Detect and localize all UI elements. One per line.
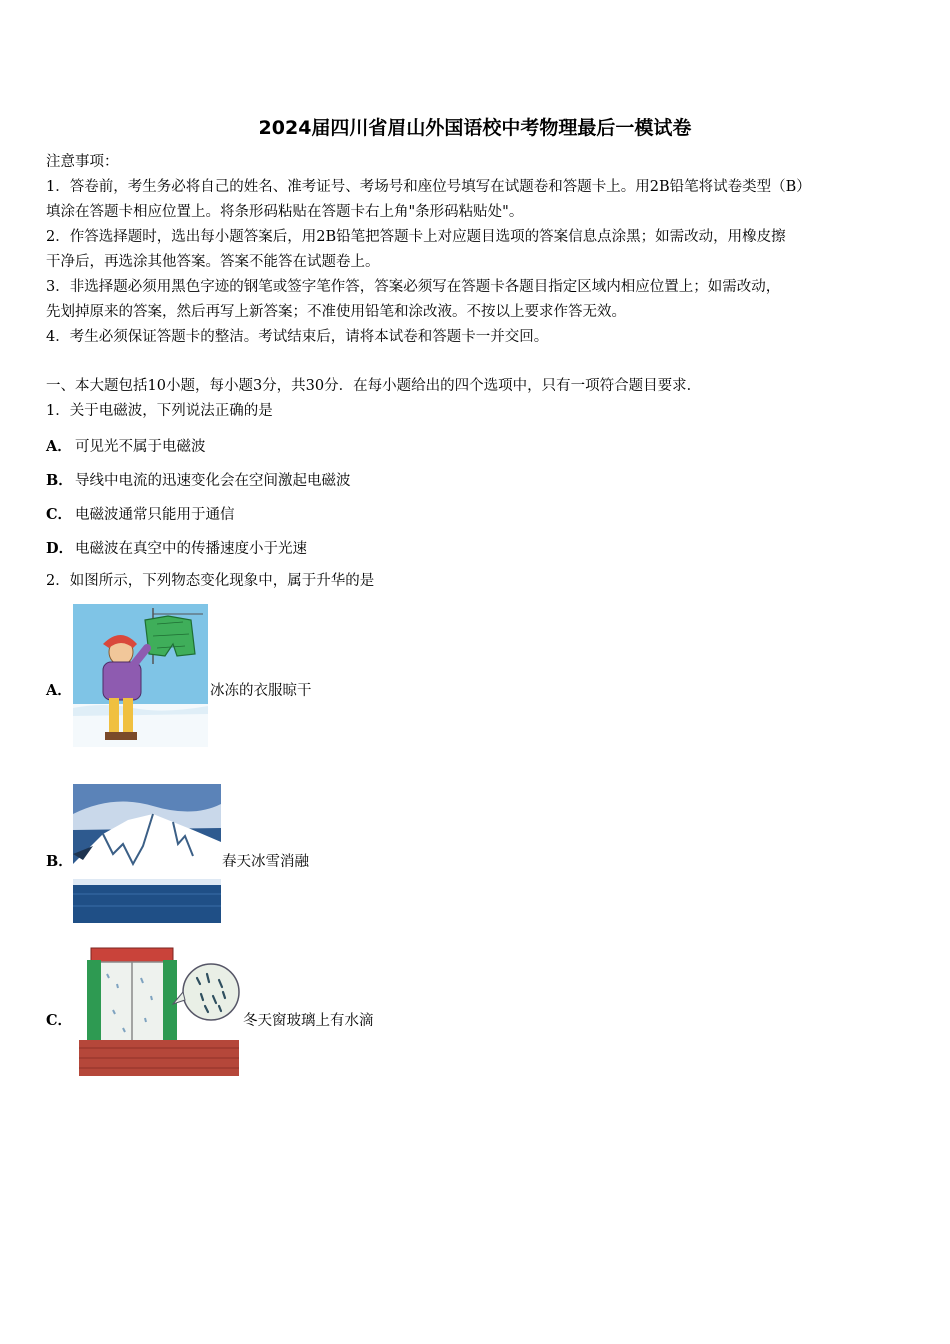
option-text: 电磁波通常只能用于通信 (75, 507, 235, 523)
option-text: 冬天窗玻璃上有水滴 (243, 1013, 374, 1029)
question-stem: 1．关于电磁波，下列说法正确的是 (46, 403, 273, 419)
option-text: 冰冻的衣服晾干 (210, 683, 312, 699)
question-stem: 2．如图所示，下列物态变化现象中，属于升华的是 (46, 573, 375, 589)
option-label: D． (46, 540, 74, 557)
section-heading: 一、本大题包括10小题，每小题3分，共30分．在每小题给出的四个选项中，只有一项符合题目要求． (46, 378, 702, 394)
option-label: C． (46, 506, 73, 523)
notice-line: 4．考生必须保证答题卡的整洁。考试结束后，请将本试卷和答题卡一并交回。 (46, 329, 549, 345)
snowy-mountain-image (73, 784, 221, 923)
option-text: 导线中电流的迅速变化会在空间激起电磁波 (75, 473, 351, 489)
notice-line: 先划掉原来的答案，然后再写上新答案；不准使用铅笔和涂改液。不按以上要求作答无效。 (46, 304, 626, 320)
option-label: C． (46, 1012, 73, 1029)
notice-line: 2．作答选择题时，选出每小题答案后，用2B铅笔把答题卡上对应题目选项的答案信息点涂黑；如需改动，用橡皮擦 (46, 229, 786, 245)
option-text: 春天冰雪消融 (222, 854, 309, 870)
option-label: B． (46, 853, 73, 870)
option-label: B． (46, 472, 73, 489)
option-text: 电磁波在真空中的传播速度小于光速 (75, 541, 307, 557)
page-title: 2024届四川省眉山外国语校中考物理最后一模试卷 (258, 117, 692, 139)
notice-line: 干净后，再选涂其他答案。答案不能答在试题卷上。 (46, 254, 380, 270)
option-label: A． (46, 682, 72, 699)
option-text: 可见光不属于电磁波 (75, 439, 206, 455)
notice-line: 填涂在答题卡相应位置上。将条形码粘贴在答题卡右上角"条形码粘贴处"。 (46, 204, 524, 220)
notice-line: 1．答卷前，考生务必将自己的姓名、准考证号、考场号和座位号填写在试题卷和答题卡上。用2B铅笔将试卷类型（B） (46, 179, 811, 195)
window-condensation-image (73, 944, 241, 1079)
notice-line: 3．非选择题必须用黑色字迹的钢笔或签字笔作答，答案必须写在答题卡各题目指定区域内相应位置上；如需改动， (46, 279, 781, 295)
option-label: A． (46, 438, 72, 455)
notice-heading: 注意事项： (46, 154, 119, 170)
frozen-clothes-image (73, 604, 208, 747)
